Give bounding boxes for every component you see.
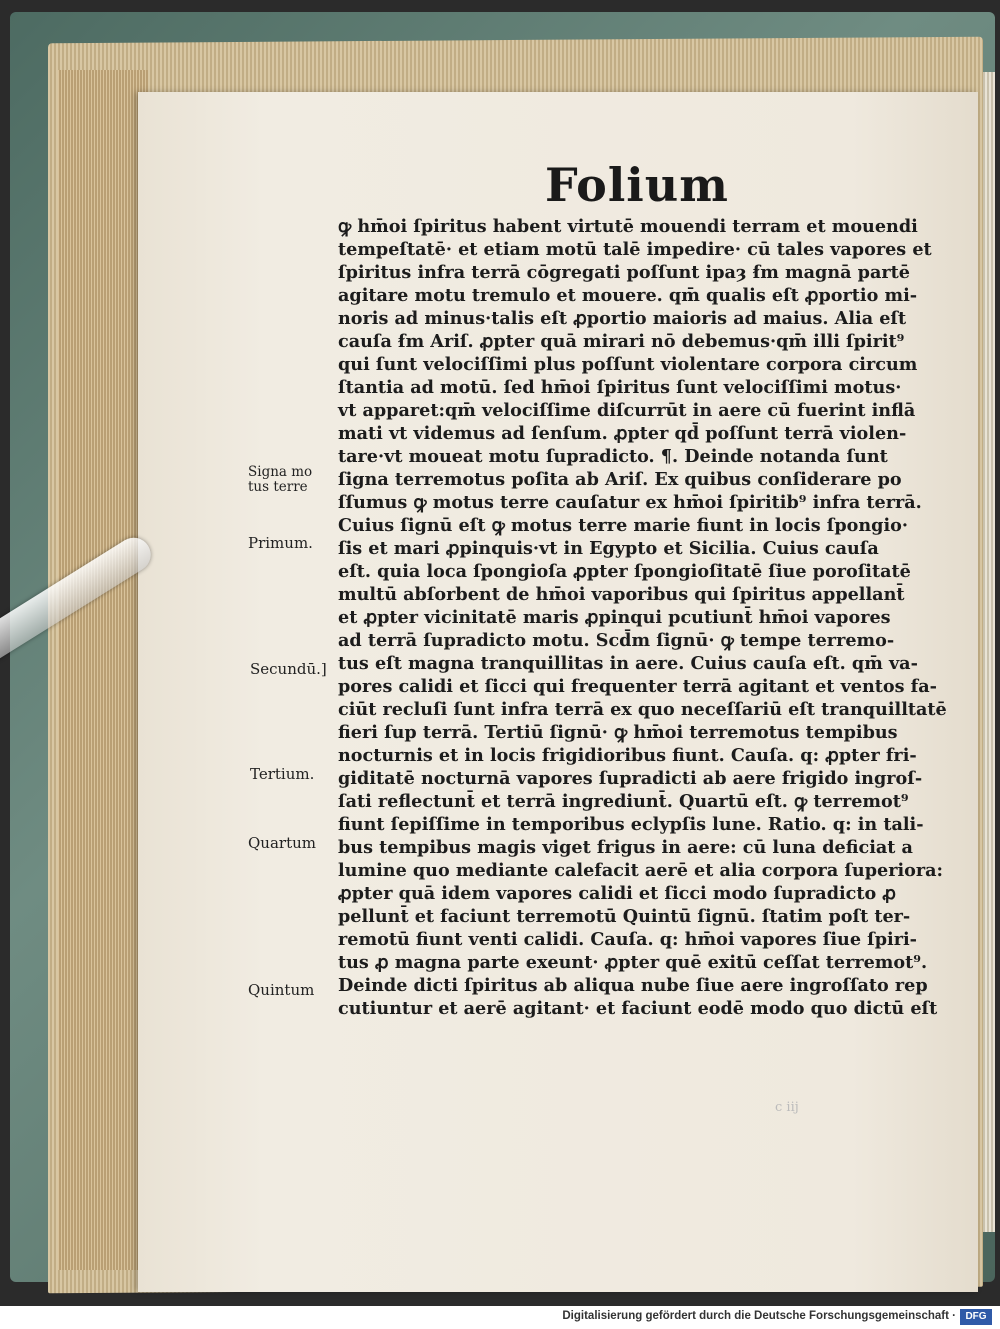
dfg-logo: DFG: [960, 1309, 992, 1325]
margin-note-primum: [248, 536, 313, 551]
text-line: cauſa ẜm Ariſ. ꝓpter quā mirari nō debemus·qm̄ illi ſpirit⁹: [338, 331, 905, 352]
text-line: vt apparet:qm̄ velociſſime diſcurrūt in aere cū fuerint inflā: [338, 400, 916, 421]
text-line: mati vt videmus ad ſenſum. ꝓpter qd̄ poſſunt terrā violen-: [338, 423, 907, 444]
text-line: multū abſorbent de hm̄oi vaporibus qui ſpiritus appellant̄: [338, 584, 905, 605]
text-line: ad terrā ſupradicto motu. Scd̄m ſignū· ꝙ tempe terremo-: [338, 630, 895, 651]
text-line: bus tempibus magis viget frigus in aere: cū luna deficiat a: [338, 837, 913, 858]
text-line: tempeſtatē· et etiam motū talē impedire· cū tales vapores et: [338, 239, 932, 260]
main-text: [338, 215, 947, 1020]
text-line: pores calidi et ſicci qui frequenter terrā agitant et ventos fa-: [338, 676, 937, 697]
margin-note-signa: [248, 465, 312, 495]
text-line: et ꝓpter vicinitatē maris ꝓpinqui pcutiunt̄ hm̄oi vapores: [338, 607, 891, 628]
text-line: cutiuntur et aerē agitant· et faciunt eodē modo quo dictū eſt: [338, 998, 938, 1019]
text-line: ſis et mari ꝓpinquis·vt in Egypto et Sicilia. Cuius cauſa: [338, 538, 879, 559]
text-line: ſigna terremotus poſita ab Ariſ. Ex quibus conſiderare po: [338, 469, 902, 490]
page-edges-left: [58, 70, 148, 1270]
margin-note-text: Signa mo tus terre: [248, 464, 313, 495]
text-line: tare·vt moueat motu ſupradicto. ¶. Deinde notanda ſunt: [338, 446, 888, 467]
text-line: pellunt̄ et faciunt terremotū Quintū ſignū. ſtatim poſt ter-: [338, 906, 911, 927]
text-line: Cuius ſignū eſt ꝙ motus terre marie fiunt in locis ſpongio·: [338, 515, 908, 536]
text-line: ꝓpter quā idem vapores calidi et ſicci modo ſupradicto ꝓ: [338, 883, 897, 904]
text-line: ꝙ hm̄oi ſpiritus habent virtutē mouendi terram et mouendi: [338, 216, 918, 237]
margin-note-text: Primum.: [248, 534, 313, 552]
text-line: giditatē nocturnā vapores ſupradicti ab aere frigido ingroſ-: [338, 768, 923, 789]
text-line: fiunt ſepiſſime in temporibus eclypſis lune. Ratio. q: in tali-: [338, 814, 924, 835]
margin-note-tertium: [250, 767, 314, 782]
margin-note-quartum: [248, 836, 316, 851]
text-line: nocturnis et in locis frigidioribus fiunt. Cauſa. q: ꝓpter fri-: [338, 745, 917, 766]
text-line: noris ad minus·talis eſt ꝓportio maioris ad maius. Alia eſt: [338, 308, 907, 329]
text-line: eſt. quia loca ſpongioſa ꝓpter ſpongioſitatē ſiue poroſitatē: [338, 561, 911, 582]
text-line: remotū fiunt venti calidi. Cauſa. q: hm̄oi vapores ſiue ſpiri-: [338, 929, 917, 950]
margin-note-secundum: [250, 662, 327, 677]
text-line: qui ſunt velociſſimi plus poſſunt violentare corpora circum: [338, 354, 918, 375]
text-line: Deinde dicti ſpiritus ab aliqua nube ſiue aere ingroſſato rep: [338, 975, 928, 996]
text-line: tus eſt magna tranquillitas in aere. Cuius cauſa eſt. qm̄ va-: [338, 653, 918, 674]
margin-note-text: Quintum: [248, 981, 315, 999]
footer-bar: [0, 1306, 1000, 1329]
text-line: ſati reflectunt̄ et terrā ingrediunt̄. Quartū eſt. ꝙ terremot⁹: [338, 791, 909, 812]
text-line: agitare motu tremulo et mouere. qm̄ qualis eſt ꝓportio mi-: [338, 285, 918, 306]
text-line: tus ꝓ magna parte exeunt· ꝓpter quē exitū ceſſat terremot⁹.: [338, 952, 928, 973]
margin-note-text: Tertium.: [250, 765, 315, 783]
text-line: ſtantia ad motū. ſed hm̄oi ſpiritus ſunt velociſſimi motus·: [338, 377, 902, 398]
margin-note-text: Quartum: [248, 834, 316, 852]
text-line: ſſumus ꝙ motus terre cauſatur ex hm̄oi ſpiritib⁹ infra terrā.: [338, 492, 922, 513]
text-line: ciūt recluſi ſunt infra terrā ex quo neceſſariū eſt tranquilltatē: [338, 699, 947, 720]
margin-note-quintum: [248, 983, 314, 998]
footer-credit: Digitalisierung gefördert durch die Deutsche Forschungsgemeinschaft ·: [562, 1310, 956, 1322]
folio-header: Folium: [545, 158, 729, 212]
catchword: c iij: [775, 1100, 799, 1115]
text-line: fieri ſup terrā. Tertiū ſignū· ꝙ hm̄oi terremotus tempibus: [338, 722, 898, 743]
margin-note-text: Secundū.]: [250, 660, 327, 678]
text-line: ſpiritus infra terrā cōgregati poſſunt ipaȝ ẜm magnā partē: [338, 262, 910, 283]
text-line: lumine quo mediante calefacit aerē et alia corpora ſuperiora:: [338, 860, 944, 881]
